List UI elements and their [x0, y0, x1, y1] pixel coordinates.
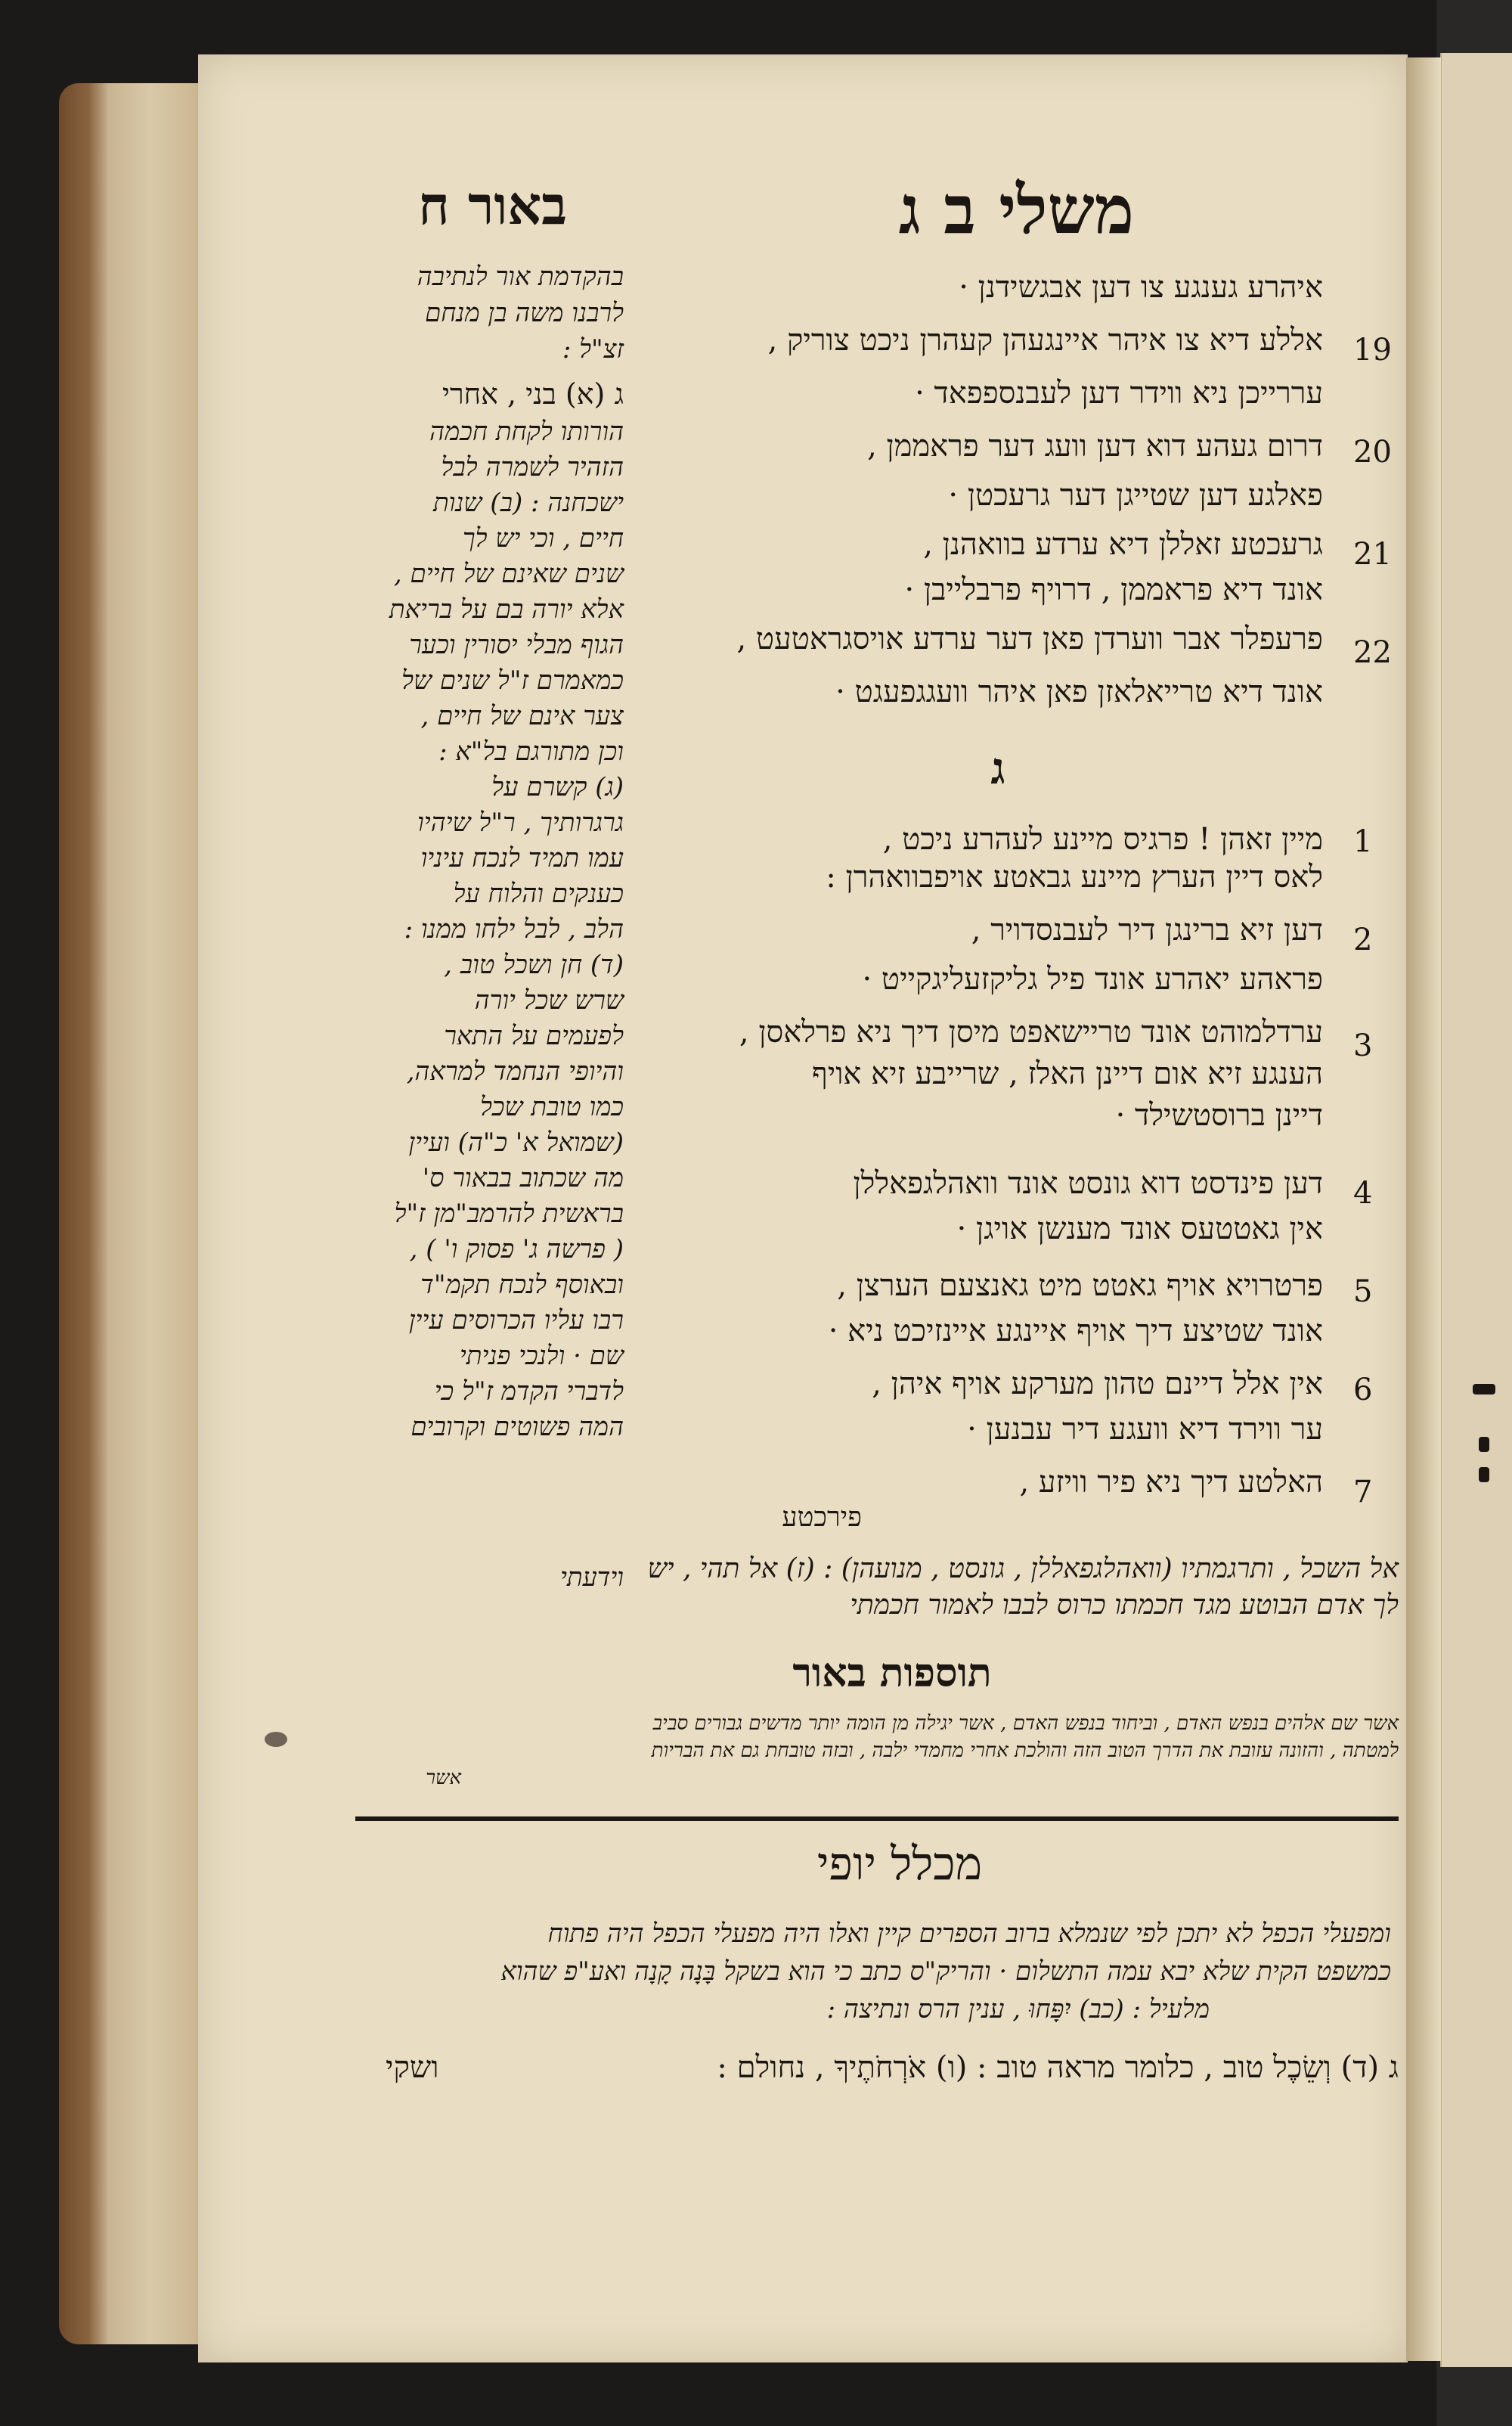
verse-number: 4	[1353, 1176, 1373, 1211]
commentary-line: עמו תמיד לנכח עיניו	[420, 843, 624, 873]
text-line: אין גאטטעס אונד מענשן אויגן ·	[956, 1211, 1323, 1246]
running-header-commentary: באור ח	[418, 174, 567, 237]
additions-line: למטתה , והזונה עזובת את הדרך הטוב הזה והולכת אחרי מחמדי ילבה , ובזה טובחת גם את הבריות	[651, 1739, 1399, 1762]
commentary-line: לדברי הקדמ ז"ל כי	[434, 1376, 624, 1407]
edge-mark	[1473, 1384, 1495, 1394]
text-line: ערדלמוהט אונד טריישאפט מיסן דיך ניא פרלאסן ,	[739, 1015, 1323, 1050]
commentary-line: אלא יורה בם על בריאת	[389, 594, 624, 625]
verse-number: 6	[1353, 1373, 1373, 1407]
commentary-line: המה פשוטים וקרובים	[411, 1412, 624, 1442]
commentary-line: הזהיר לשמרה לבל	[441, 452, 624, 482]
grammar-note-line: כמשפט הקית שלא יבא עמה התשלום · והריק"ס כתב כי הוא בשקל בָּנָה קָנָה ואע"פ שהוא	[500, 1956, 1391, 1987]
text-line: אונד דיא פראממן , דרויף פרבלייבן ·	[904, 572, 1323, 607]
text-line: עררייכן ניא ווידר דען לעבנספפאד ·	[915, 376, 1323, 411]
text-line: ער ווירד דיא וועגע דיר עבנען ·	[967, 1412, 1323, 1447]
edge-mark	[1479, 1467, 1489, 1482]
verse-number: 1	[1353, 824, 1373, 859]
next-page-edge	[1440, 53, 1512, 2367]
commentary-line: וידעתי	[559, 1562, 624, 1593]
running-header-title: משלי ב ג	[898, 170, 1134, 249]
verse-number: 19	[1353, 333, 1392, 368]
gutter-shadow	[1406, 57, 1441, 2361]
text-line: אונד דיא טרייאלאזן פאן איהר וועגגפעגט ·	[835, 675, 1323, 709]
commentary-line: צער אינם של חיים ,	[420, 701, 624, 731]
text-line: הענגע זיא אום דיינן האלז , שרייבע זיא אויף	[811, 1056, 1323, 1091]
verse-number: 5	[1353, 1274, 1373, 1309]
text-line: איהרע גענגע צו דען אבגשידנן ·	[959, 270, 1323, 305]
grammar-note-line: ומפעלי הכפל לא יתכן לפי שנמלא ברוב הספרים קיין ואלו היה מפעלי הכפל היה פתוח	[547, 1919, 1391, 1949]
edge-mark	[1479, 1437, 1489, 1452]
text-line: אונד שטיצע דיך אויף איינגע איינזיכט ניא ·	[828, 1314, 1323, 1348]
text-line: מיין זאהן ! פרגיס מיינע לעהרע ניכט ,	[882, 822, 1323, 857]
text-line: דען זיא ברינגן דיר לעבנסדויר ,	[971, 913, 1323, 948]
additions-line: אשר	[426, 1767, 461, 1789]
grammar-note-line: מלעיל : (כב) יִפָּחוּ , ענין הרס ונתיצה :	[826, 1994, 1210, 2024]
verse-number: 2	[1353, 923, 1373, 957]
commentary-line: מה שכתוב בבאור ס'	[422, 1163, 624, 1193]
commentary-line: שנים שאינם של חיים ,	[393, 559, 624, 589]
text-line: פרעפלר אבר ווערדן פאן דער ערדע אויסגראטעט ,	[736, 622, 1323, 656]
verse-number: 20	[1353, 435, 1392, 470]
verse-number: 3	[1353, 1028, 1373, 1063]
commentary-line: הורותו לקחת חכמה	[429, 417, 624, 447]
commentary-line: חיים , וכי יש לך	[462, 523, 624, 554]
verse-number: 7	[1353, 1475, 1373, 1509]
commentary-line: שם · ולנכי פניתי	[459, 1341, 624, 1371]
text-line: האלטע דיך ניא פיר וויזע ,	[1019, 1465, 1323, 1500]
text-line: דרום געהע דוא דען וועג דער פראממן ,	[867, 429, 1323, 464]
additions-heading: תוספות באור	[792, 1650, 992, 1696]
commentary-line: הלב , לבל ילחו ממנו :	[404, 914, 624, 945]
commentary-line: כמו טובת שכל	[479, 1092, 624, 1122]
commentary-line: בראשית להרמב"מן ז"ל	[394, 1199, 624, 1229]
commentary-line: בהקדמת אור לנתיבה	[417, 262, 624, 292]
commentary-line: רבו עליו הכרוסים עיין	[408, 1305, 624, 1336]
chapter-heading: ג	[990, 743, 1005, 794]
commentary-continuation: אל השכל , ותרגמתיו (וואהלגפאללן , גונסט , מנועהן) : (ז) אל תהי , יש	[647, 1553, 1399, 1584]
commentary-line: כמאמרם ז"ל שנים של	[401, 665, 624, 696]
commentary-line: הגוף מבלי יסורין וכער	[409, 630, 624, 660]
commentary-line: והיופי הנחמד למראה,	[406, 1056, 624, 1087]
text-line: אין אלל דיינם טהון מערקע אויף איהן ,	[872, 1367, 1323, 1401]
ink-stain	[265, 1732, 287, 1747]
commentary-line: וכן מתורגם בל"א :	[438, 737, 624, 767]
catchword: ושקי	[386, 2050, 439, 2085]
commentary-line: שרש שכל יורה	[474, 985, 624, 1016]
mikhlal-yofi-heading: מכלל יופי	[816, 1838, 983, 1891]
text-line: פרטרויא אויף גאטט מיט גאנצעם הערצן ,	[837, 1268, 1323, 1303]
divider-rule	[355, 1816, 1399, 1821]
text-line: דען פינדסט דוא גונסט אונד וואהלגפאללן	[853, 1166, 1323, 1201]
text-line: לאס דיין הערץ מיינע גבאטע אויפבוואהרן :	[826, 860, 1323, 895]
commentary-line: לפעמים על התאר	[444, 1021, 624, 1051]
commentary-line: ישכחנה : (ב) שנות	[432, 488, 624, 518]
commentary-line: ובאוסף לנכח תקמ"ד	[420, 1270, 624, 1300]
vocalization-note: ג (ד) וְשֵׂכֶל טוב , כלומר מראה טוב : (ו) אֹרְחֹתֶיךָ , נחולם :	[717, 2050, 1399, 2085]
commentary-line: כענקים והלוח על	[453, 879, 624, 909]
commentary-line: ג (א) בני , אחרי	[442, 377, 624, 411]
text-line: דיינן ברוסטשילד ·	[1115, 1098, 1323, 1133]
commentary-continuation: לך אדם הבוטע מגד חכמתו כרוס לבבו לאמור חכמתי	[850, 1590, 1399, 1621]
additions-line: אשר שם אלהים בנפש האדם , וביחוד בנפש האדם , אשר יגילה מן הומה יותר מדשים גבורים סביב	[652, 1712, 1399, 1735]
commentary-line: (ג) קשרם על	[491, 772, 624, 802]
commentary-line: (שמואל א' כ"ה) ועיין	[408, 1128, 624, 1158]
text-line: פראהע יאהרע אונד פיל גליקזעליגקייט ·	[862, 962, 1323, 997]
commentary-line: (ד) חן ושכל טוב ,	[444, 950, 624, 980]
text-line: גרעכטע זאללן דיא ערדע בוואהנן ,	[923, 527, 1323, 562]
commentary-line: לרבנו משה בן מנחם	[425, 298, 624, 328]
verse-number: 22	[1353, 635, 1392, 670]
text-line: אללע דיא צו איהר איינגעהן קעהרן ניכט צוריק ,	[767, 323, 1323, 358]
verse-number: 21	[1353, 537, 1392, 572]
commentary-line: גרגרותיך , ר"ל שיהיו	[417, 808, 624, 838]
commentary-line: ( פרשה ג' פסוק ו' ) ,	[409, 1234, 624, 1264]
note-word: פירכטע	[782, 1502, 862, 1533]
commentary-line: זצ"ל :	[562, 334, 624, 365]
text-line: פאלגע דען שטייגן דער גרעכטן ·	[948, 478, 1323, 513]
